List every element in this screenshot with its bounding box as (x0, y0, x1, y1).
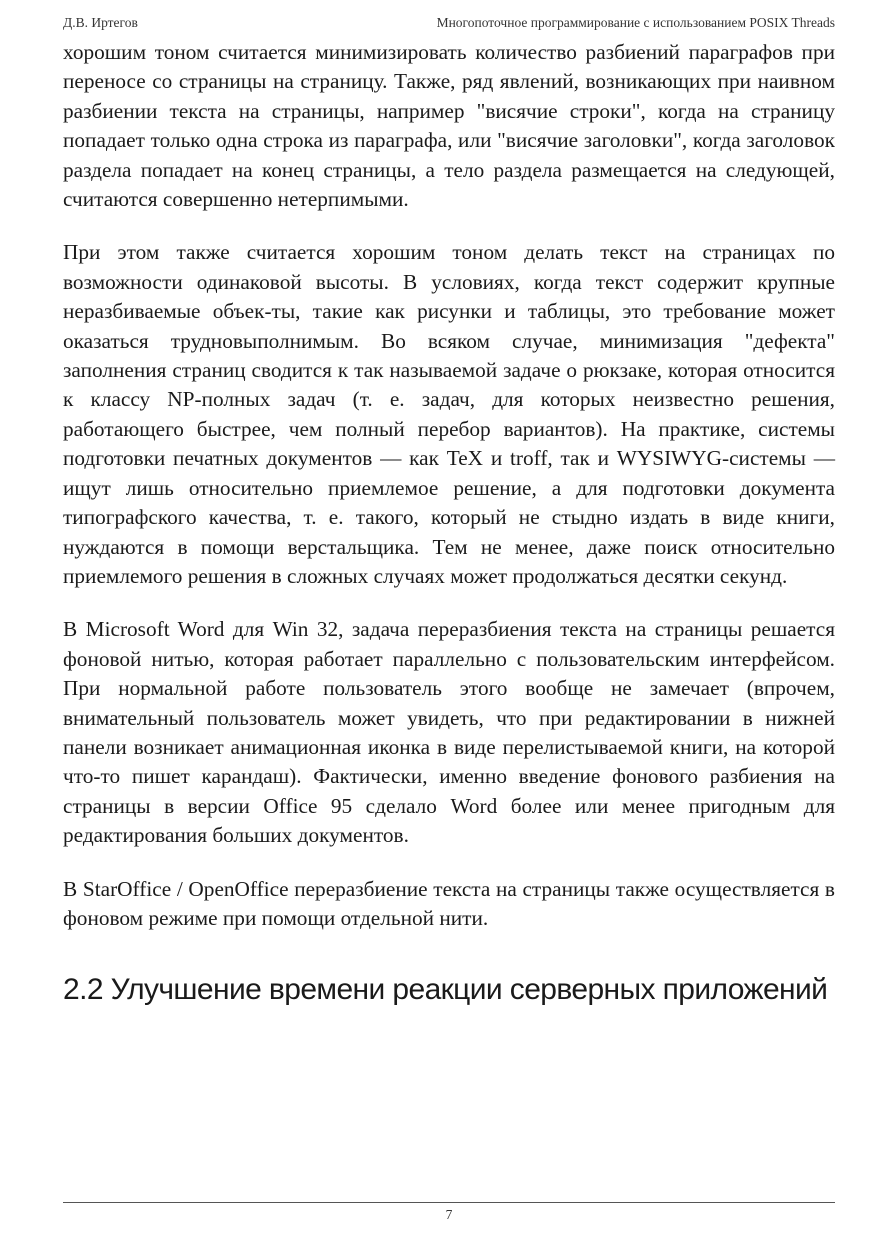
page-number: 7 (445, 1207, 453, 1222)
footer-divider (63, 1202, 835, 1203)
page-header (63, 15, 835, 35)
header-author: Д.В. Иртегов (63, 15, 138, 30)
header-book-title: Многопоточное программирование с использованием POSIX Threads (436, 15, 835, 30)
paragraph: В Microsoft Word для Win 32, задача переразбиения текста на страницы решается фоновой нитью, которая работает параллельно с пользовательским интерфейсом. При нормальной работе пользователь этого вообще не замечает (впрочем, внимательный пользователь может увидеть, что при редактировании в нижней панели возникает анимационная иконка в виде перелистываемой книги, на которой что-то пишет карандаш). Фактически, именно введение фонового разбиения на страницы в версии Office 95 сделало Word более или менее пригодным для редактирования больших документов. (63, 617, 835, 848)
page-body (63, 38, 835, 1010)
paragraph: В StarOffice / OpenOffice переразбиение текста на страницы также осуществляется в фоновом режиме при помощи отдельной нити. (63, 876, 835, 930)
section-heading: 2.2 Улучшение времени реакции серверных приложений (63, 973, 828, 1007)
paragraph: При этом также считается хорошим тоном делать текст на страницах по возможности одинаковой высоты. В условиях, когда текст содержит крупные неразбиваемые объек-ты, такие как рисунки и таблицы, это требование может оказаться трудновыполнимым. Во всяком случае, минимизация "дефекта" заполнения страниц сводится к так называемой задаче о рюкзаке, которая относится к классу NP-полных задач (т. е. задач, для которых неизвестно решения, работающего быстрее, чем полный перебор вариантов). На практике, системы подготовки печатных документов — как TeX и troff, так и WYSIWYG-системы — ищут лишь относительно приемлемое решение, а для подготовки документа типографского качества, т. е. такого, который не стыдно издать в виде книги, нуждаются в помощи верстальщика. Тем не менее, даже поиск относительно приемлемого решения в сложных случаях может продолжаться десятки секунд. (63, 240, 835, 588)
paragraph: хорошим тоном считается минимизировать количество разбиений параграфов при переносе со страницы на страницу. Также, ряд явлений, возникающих при наивном разбиении текста на страницы, например "висячие строки", когда на страницу попадает только одна строка из параграфа, или "висячие заголовки", когда заголовок раздела попадает на конец страницы, а тело раздела размещается на следующей, считаются совершенно нетерпимыми. (63, 40, 835, 212)
